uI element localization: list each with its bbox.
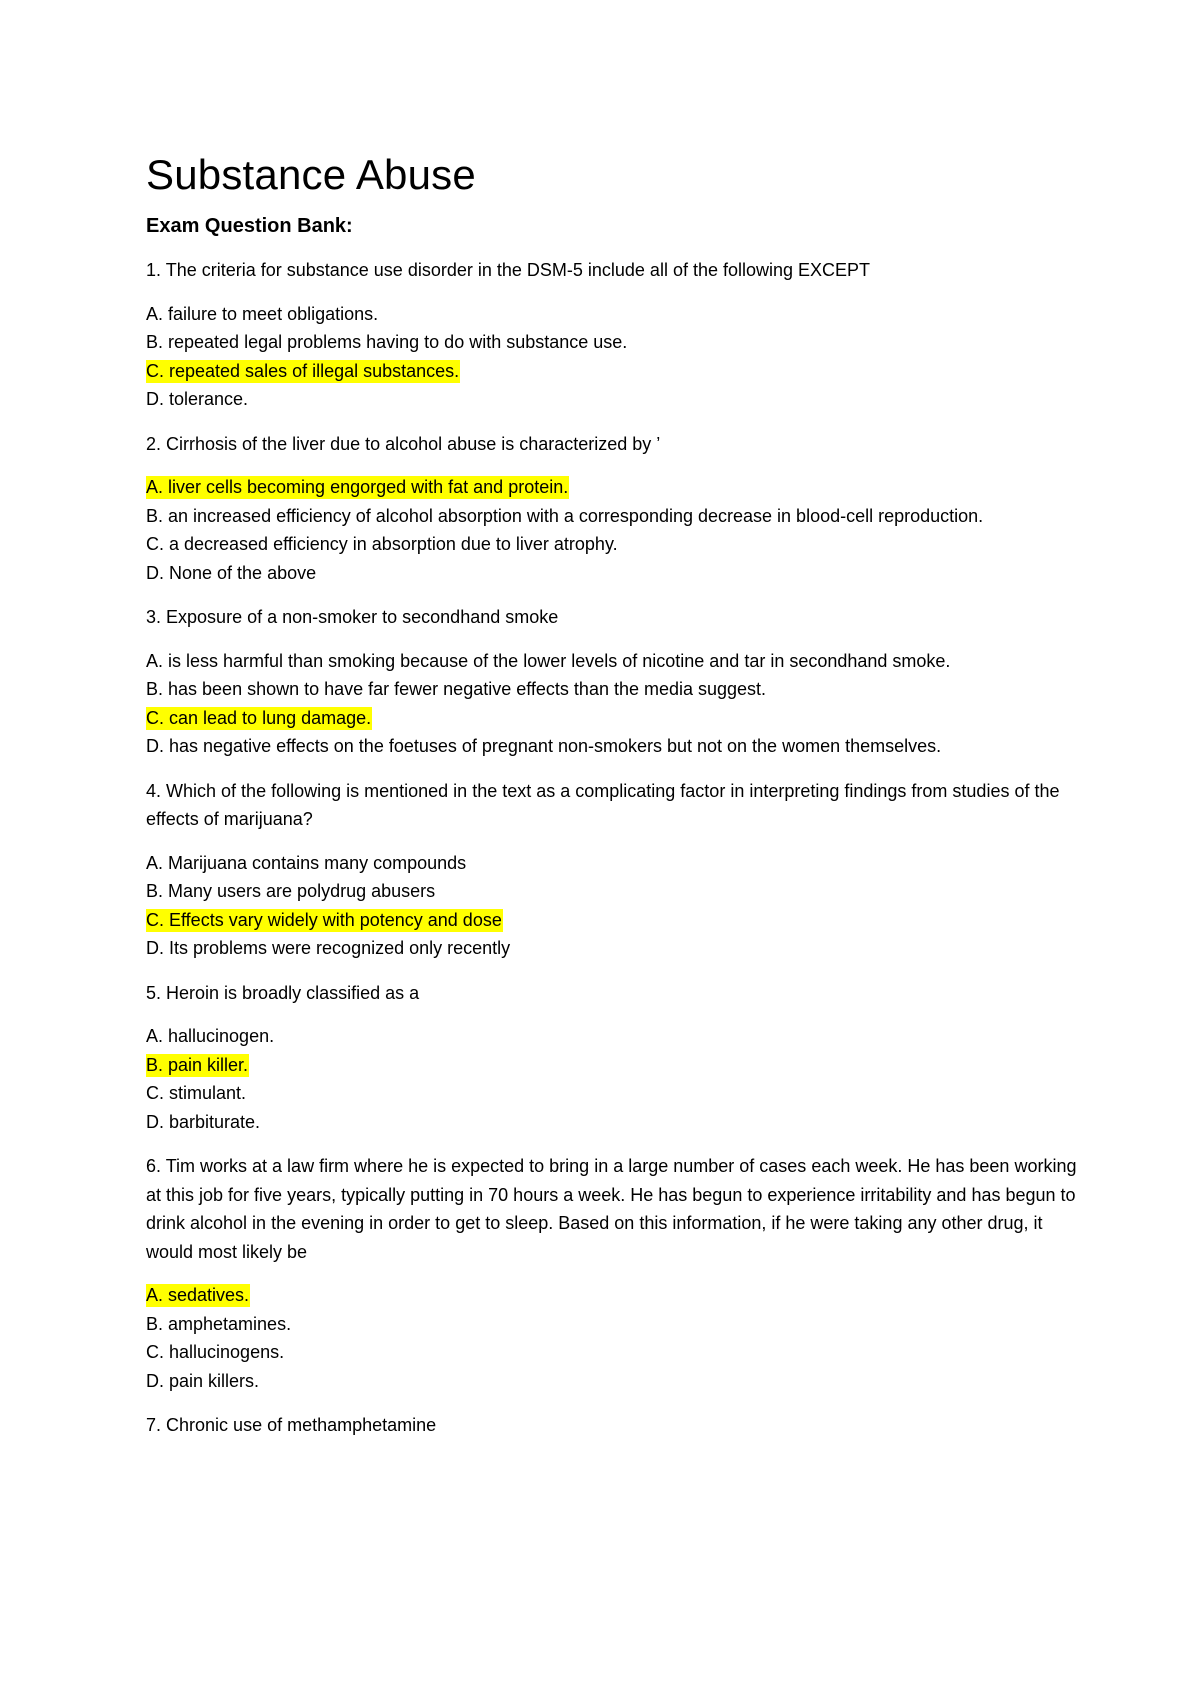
answer-option-correct xyxy=(146,1051,1086,1080)
question-text: Which of the following is mentioned in the text as a complicating factor in interpreting findings from studies of the effects of marijuana? xyxy=(146,780,1060,830)
answer-text: B. has been shown to have far fewer negative effects than the media suggest. xyxy=(146,679,767,700)
answer-options xyxy=(146,1281,1086,1395)
answer-option xyxy=(146,647,1086,676)
question-number: 7. xyxy=(146,1415,162,1436)
question-item xyxy=(146,1152,1086,1395)
answer-text: B. amphetamines. xyxy=(146,1313,292,1334)
question-item xyxy=(146,1411,1086,1440)
answer-text: C. a decreased efficiency in absorption due to liver atrophy. xyxy=(146,534,618,555)
highlighted-answer-text: A. liver cells becoming engorged with fat and protein. xyxy=(146,477,569,498)
answer-text: A. failure to meet obligations. xyxy=(146,303,379,324)
question-number: 4. xyxy=(146,780,162,801)
question-stem xyxy=(146,777,1086,834)
question-text: Cirrhosis of the liver due to alcohol abuse is characterized by ’ xyxy=(166,433,661,454)
highlighted-answer-text: C. Effects vary widely with potency and dose xyxy=(146,909,502,930)
answer-option xyxy=(146,1108,1086,1137)
question-stem xyxy=(146,603,1086,632)
question-stem xyxy=(146,256,1086,285)
question-stem xyxy=(146,430,1086,459)
question-stem xyxy=(146,979,1086,1008)
answer-option xyxy=(146,300,1086,329)
document-title: Substance Abuse xyxy=(146,151,476,198)
answer-options xyxy=(146,473,1086,587)
answer-option xyxy=(146,502,1086,531)
question-item xyxy=(146,777,1086,963)
question-item xyxy=(146,256,1086,414)
answer-option-correct xyxy=(146,704,1086,733)
answer-option xyxy=(146,559,1086,588)
question-text: Exposure of a non-smoker to secondhand smoke xyxy=(166,607,559,628)
answer-option-correct xyxy=(146,906,1086,935)
answer-option-correct xyxy=(146,473,1086,502)
answer-text: B. Many users are polydrug abusers xyxy=(146,881,436,902)
document-page xyxy=(146,150,1086,1456)
answer-option xyxy=(146,732,1086,761)
answer-option xyxy=(146,1310,1086,1339)
question-text: Heroin is broadly classified as a xyxy=(166,982,420,1003)
answer-option xyxy=(146,1022,1086,1051)
question-number: 5. xyxy=(146,982,162,1003)
question-item xyxy=(146,603,1086,761)
question-stem xyxy=(146,1411,1086,1440)
answer-options xyxy=(146,1022,1086,1136)
answer-text: A. Marijuana contains many compounds xyxy=(146,852,467,873)
question-stem xyxy=(146,1152,1086,1266)
question-text: Tim works at a law firm where he is expected to bring in a large number of cases each week. He has been working at this job for five years, typically putting in 70 hours a week. He has begun to experience irritability and has begun to drink alcohol in the evening in order to get to sleep. Based on this information, if he were taking any other drug, it would most likely be xyxy=(146,1156,1077,1262)
answer-text: D. Its problems were recognized only recently xyxy=(146,938,511,959)
answer-text: B. repeated legal problems having to do with substance use. xyxy=(146,332,628,353)
answer-options xyxy=(146,300,1086,414)
answer-option xyxy=(146,934,1086,963)
answer-option xyxy=(146,1338,1086,1367)
question-item xyxy=(146,979,1086,1137)
highlighted-answer-text: B. pain killer. xyxy=(146,1054,249,1075)
answer-text: D. barbiturate. xyxy=(146,1111,261,1132)
question-list xyxy=(146,256,1086,1440)
answer-option xyxy=(146,385,1086,414)
answer-text: D. None of the above xyxy=(146,562,317,583)
answer-options xyxy=(146,647,1086,761)
answer-text: B. an increased efficiency of alcohol absorption with a corresponding decrease in blood-cell reproduction. xyxy=(146,505,984,526)
answer-option xyxy=(146,328,1086,357)
question-text: Chronic use of methamphetamine xyxy=(166,1415,437,1436)
answer-options xyxy=(146,849,1086,963)
answer-option-correct xyxy=(146,1281,1086,1310)
answer-option xyxy=(146,675,1086,704)
answer-text: D. pain killers. xyxy=(146,1370,260,1391)
answer-option xyxy=(146,1367,1086,1396)
answer-option xyxy=(146,877,1086,906)
answer-option-correct xyxy=(146,357,1086,386)
highlighted-answer-text: C. repeated sales of illegal substances. xyxy=(146,360,460,381)
question-number: 1. xyxy=(146,260,162,281)
answer-text: A. hallucinogen. xyxy=(146,1026,275,1047)
highlighted-answer-text: A. sedatives. xyxy=(146,1285,250,1306)
question-number: 2. xyxy=(146,433,162,454)
answer-option xyxy=(146,530,1086,559)
answer-text: C. stimulant. xyxy=(146,1083,247,1104)
question-number: 3. xyxy=(146,607,162,628)
answer-option xyxy=(146,849,1086,878)
answer-text: A. is less harmful than smoking because of the lower levels of nicotine and tar in secondhand smoke. xyxy=(146,650,951,671)
question-item xyxy=(146,430,1086,588)
answer-option xyxy=(146,1079,1086,1108)
answer-text: C. hallucinogens. xyxy=(146,1342,285,1363)
document-subtitle: Exam Question Bank: xyxy=(146,215,353,238)
answer-text: D. has negative effects on the foetuses of pregnant non-smokers but not on the women themselves. xyxy=(146,736,942,757)
answer-text: D. tolerance. xyxy=(146,389,249,410)
highlighted-answer-text: C. can lead to lung damage. xyxy=(146,707,372,728)
question-number: 6. xyxy=(146,1156,162,1177)
question-text: The criteria for substance use disorder in the DSM-5 include all of the following EXCEPT xyxy=(165,260,871,281)
